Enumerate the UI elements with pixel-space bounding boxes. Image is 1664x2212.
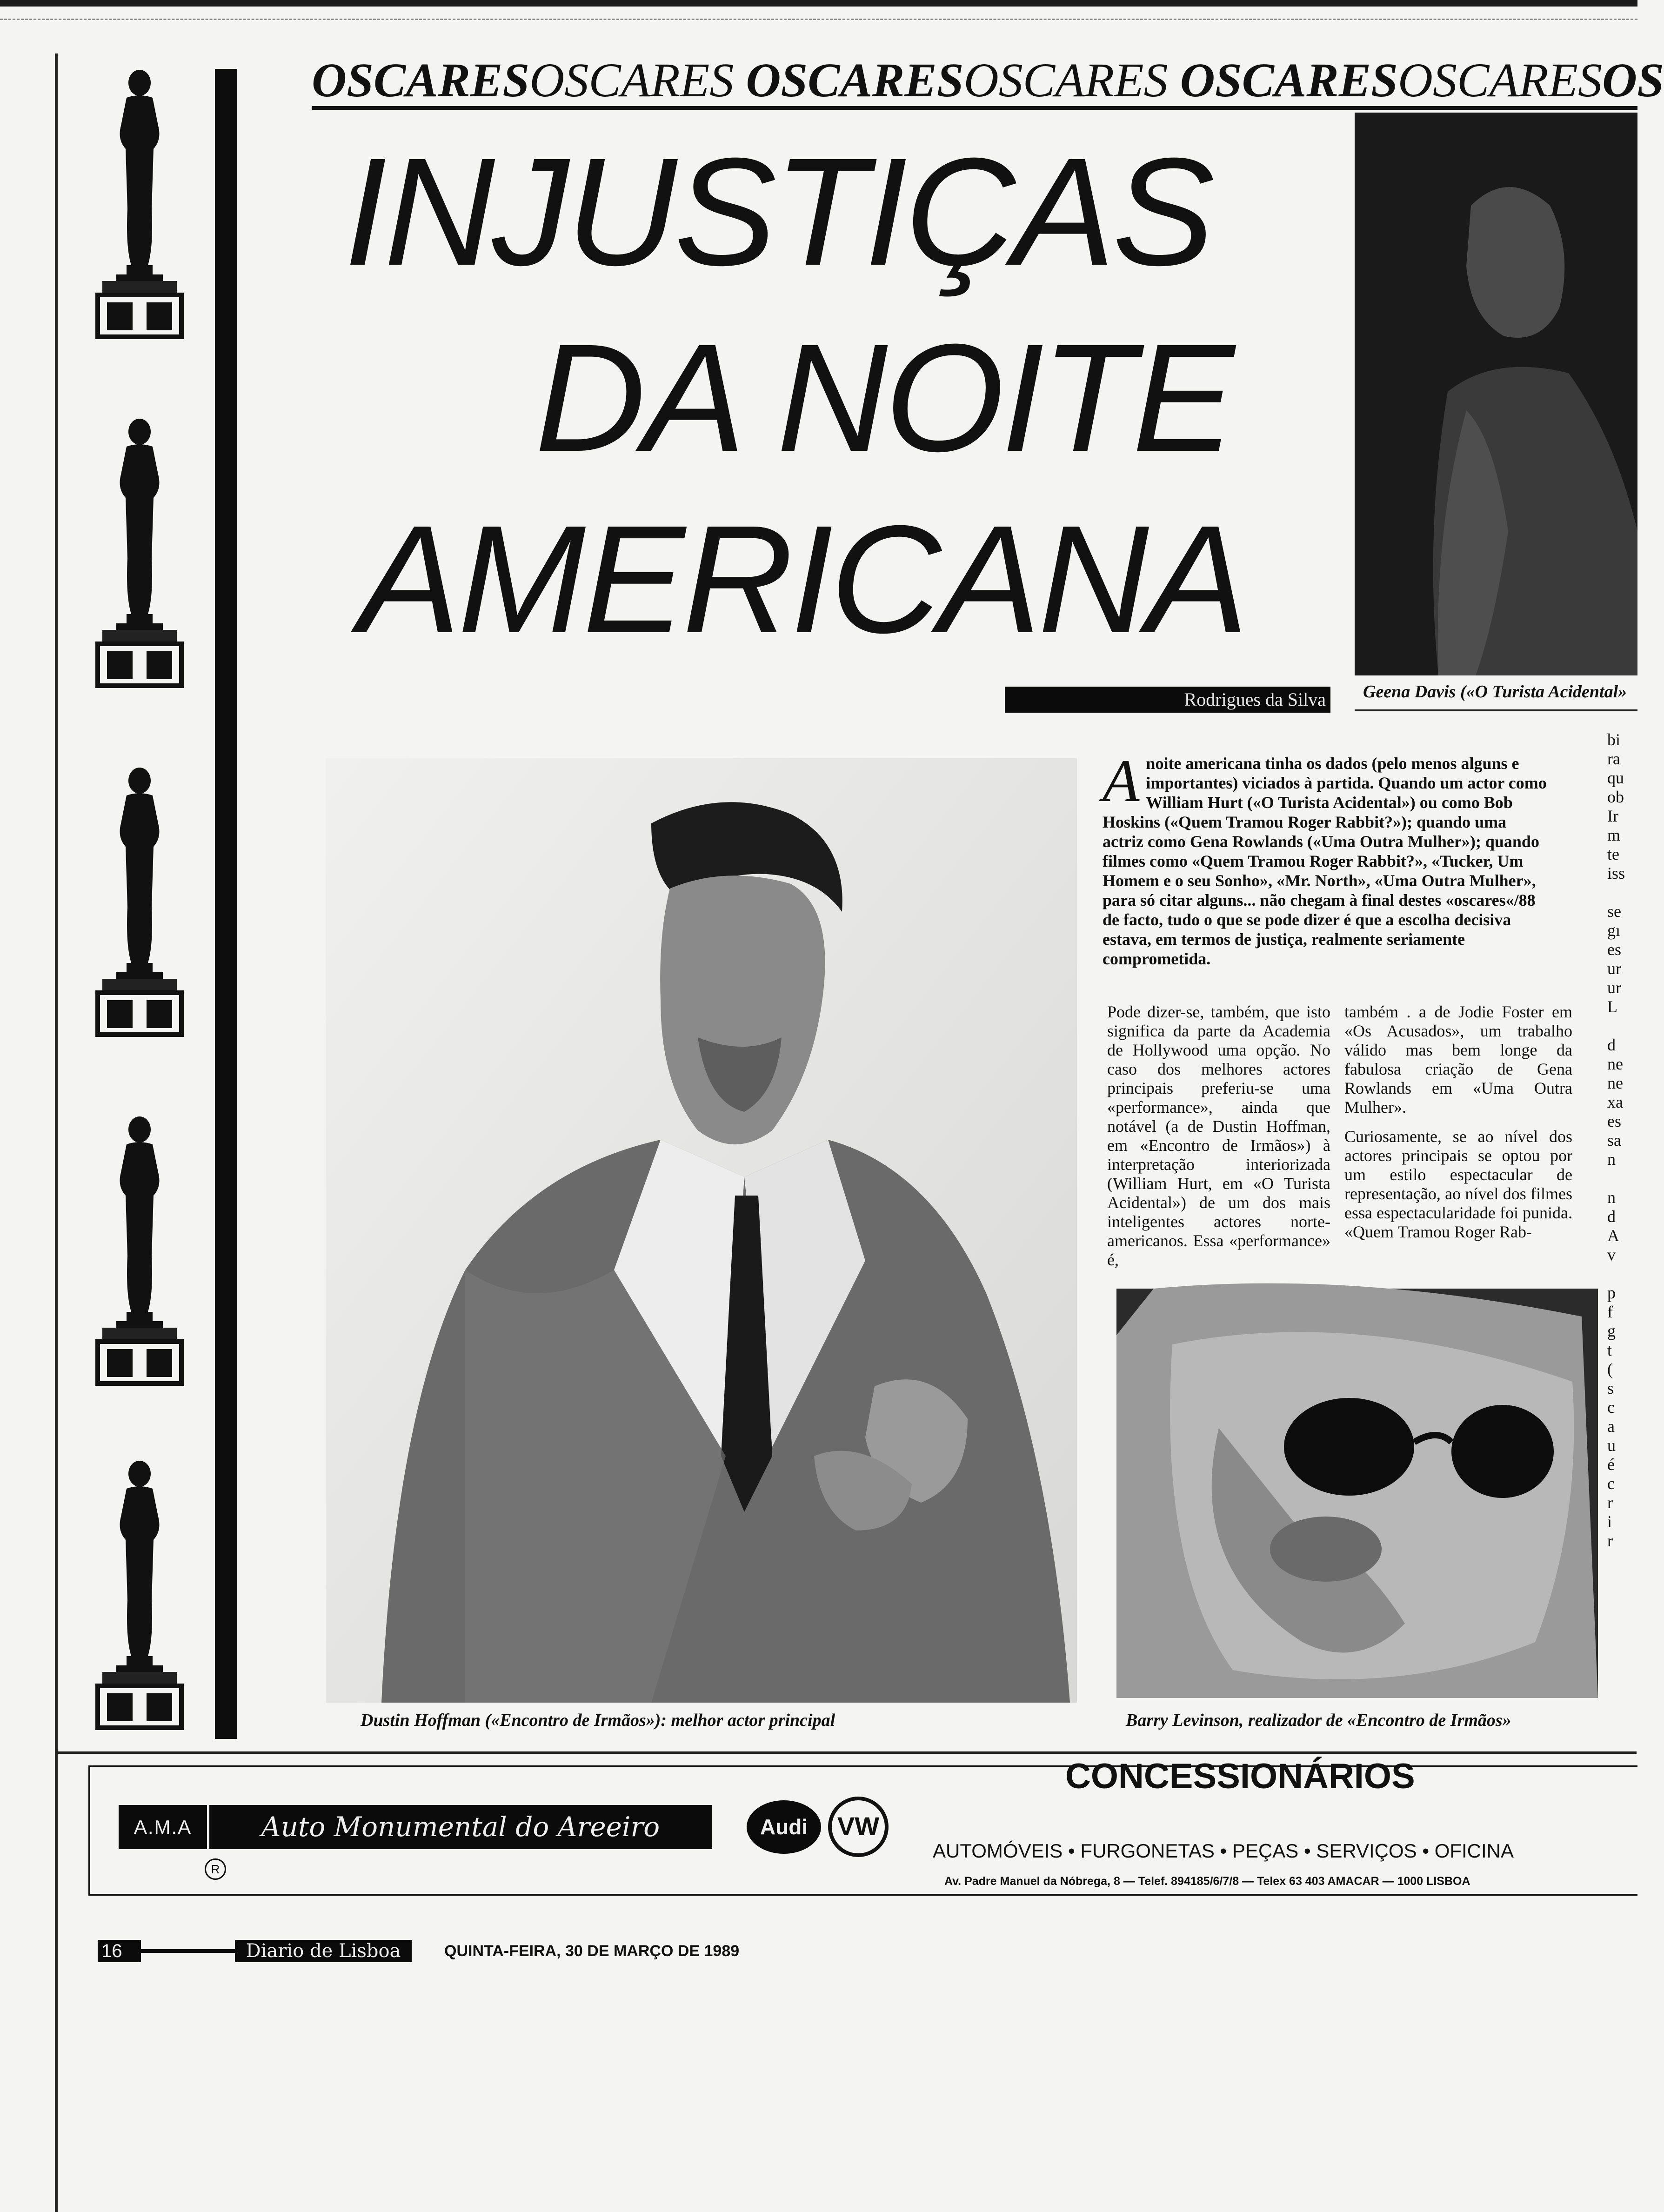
clipped-line: f [1607,1303,1613,1321]
clipped-line: n [1607,1150,1616,1169]
clipped-line: ur [1607,959,1621,978]
clipped-line: ( [1607,1360,1613,1378]
dealer-name: Auto Monumental do Areeiro [209,1805,712,1849]
clipped-line: ur [1607,978,1621,997]
geena-davis-photo [1355,113,1637,675]
barry-levinson-photo [1116,1289,1598,1698]
clipped-line [1607,1169,1637,1188]
ama-logo: A.M.A [119,1805,207,1849]
ad-address: Av. Padre Manuel da Nóbrega, 8 — Telef. 894185/6/7/8 — Telex 63 403 AMACAR — 1000 LISBOA [944,1875,1470,1888]
clipped-line: es [1607,940,1621,959]
issue-date: QUINTA-FEIRA, 30 DE MARÇO DE 1989 [444,1942,740,1960]
clipped-line: a [1607,1417,1615,1436]
oscar-statuette-icon [84,1461,195,1735]
band-item: OSCARES [312,53,530,107]
dustin-hoffman-photo [326,758,1077,1703]
page-frame-bottom [55,1751,1637,1754]
clipped-line: gı [1607,921,1621,940]
clipped-line: c [1607,1398,1615,1417]
article-column-1 [1107,1002,1330,1280]
clipped-line: m [1607,826,1621,844]
band-item: OSCARES [529,53,734,107]
clipped-line: s [1607,1379,1614,1397]
clipped-line: A [1607,1226,1619,1245]
levinson-caption: Barry Levinson, realizador de «Encontro de Irmãos» [1126,1711,1511,1730]
headline-line-3: AMERICANA [358,493,1246,665]
clipped-line: u [1607,1436,1616,1455]
clipped-line [1607,1264,1637,1283]
clipped-line: te [1607,845,1619,863]
clipped-line: es [1607,1112,1621,1130]
registered-mark-icon: R [205,1858,226,1880]
clipped-line: n [1607,1188,1616,1207]
clipped-line: ob [1607,788,1624,806]
headline-line-2: DA NOITE [535,312,1232,483]
top-rule [0,0,1637,7]
column-paragraph: Curiosamente, se ao nível dos actores principais se optou por um estilo espectacular de representação, ao nível dos filmes essa espectacularidade foi punida. «Quem Tramou Roger Rab- [1344,1127,1572,1241]
page-frame-left [55,53,58,2212]
clipped-line: ne [1607,1074,1623,1092]
caption-rule [1355,709,1637,711]
page-number: 16 [98,1940,141,1962]
ad-title: CONCESSIONÁRIOS [1065,1757,1415,1796]
clipped-line: r [1607,1493,1613,1512]
geena-caption: Geena Davis («O Turista Acidental» [1363,682,1627,702]
clipped-line: i [1607,1512,1612,1531]
article-column-3-clipped [1607,730,1637,1550]
clipped-line: v [1607,1245,1616,1264]
footer-rule [137,1949,235,1953]
clipped-line: iss [1607,864,1625,882]
clipped-line: r [1607,1531,1613,1550]
clipped-line: L [1607,997,1617,1016]
article-column-2 [1344,1002,1572,1252]
clipped-line: ra [1607,749,1620,768]
newspaper-name: Diario de Lisboa [235,1940,412,1962]
vw-logo: VW [828,1797,889,1857]
clipped-line: xa [1607,1093,1623,1111]
band-item: OSCARES [746,53,964,107]
vertical-black-bar [215,69,237,1739]
clipped-line: p [1607,1283,1616,1302]
clipped-line: g [1607,1322,1616,1340]
clipped-line: d [1607,1036,1616,1054]
clipped-line: d [1607,1207,1616,1226]
oscar-statuette-icon [84,768,195,1042]
column-paragraph: Pode dizer-se, também, que isto significa da parte da Academia de Hollywood uma opção. No caso dos melhores actores principais preferiu-se uma «performance», ainda que notável (a de Dustin Hoffman, em «Encontro de Irmãos») à interpretação interiorizada (William Hurt, em «O Turista Acidental») de um dos mais inteligentes actores norte-americanos. Essa «performance» é, [1107,1002,1330,1269]
oscar-statuette-icon [84,1116,195,1391]
oscar-statuette-icon [84,419,195,693]
clipped-line: ne [1607,1055,1623,1073]
clipped-line [1607,883,1637,902]
clipped-line [1607,1016,1637,1036]
drop-cap: A [1103,748,1140,815]
clipped-line: se [1607,902,1621,921]
band-item: OSCARES [1397,53,1602,107]
top-dashed-rule [0,19,1637,21]
ad-services: AUTOMÓVEIS • FURGONETAS • PEÇAS • SERVIÇOS • OFICINA [933,1840,1514,1862]
clipped-line: Ir [1607,807,1618,825]
lead-text: noite americana tinha os dados (pelo menos alguns e importantes) viciados à partida. Quando um actor como William Hurt («O Turista Acidental») ou como Bob Hoskins («Quem Tramou Roger Rabbit?»); quando uma actriz como Gena Rowlands («Uma Outra Mulher»); quando filmes como «Quem Tramou Roger Rabbit?», «Tucker, Um Homem e o seu Sonho», «Mr. North», «Uma Outra Mulher», para só citar alguns... não chegam à final destes «oscares«/88 de facto, tudo o que se pode dizer é que a escolha decisiva estava, em termos de justiça, realmente seriamente comprometida. [1103,754,1547,968]
clipped-line: sa [1607,1131,1621,1149]
clipped-line: qu [1607,769,1624,787]
article-lead [1103,748,1549,969]
hoffman-caption: Dustin Hoffman («Encontro de Irmãos»): melhor actor principal [361,1711,835,1730]
headline-line-1: INJUSTIÇAS [344,126,1212,297]
clipped-line: bi [1607,730,1621,749]
section-header-band [312,53,1664,110]
band-item: OSCARES [1180,53,1398,107]
audi-logo: Audi [747,1800,821,1854]
clipped-line: c [1607,1474,1615,1493]
byline: Rodrigues da Silva [1184,689,1326,710]
band-item: OSCARES [963,53,1168,107]
column-paragraph: também . a de Jodie Foster em «Os Acusados», um trabalho válido mas bem longe da fabulosa criação de Gena Rowlands em «Uma Outra Mulher». [1344,1002,1572,1116]
oscar-statuette-icon [84,70,195,344]
band-item: OS [1602,53,1664,107]
clipped-line: é [1607,1455,1615,1474]
clipped-line: t [1607,1341,1612,1359]
